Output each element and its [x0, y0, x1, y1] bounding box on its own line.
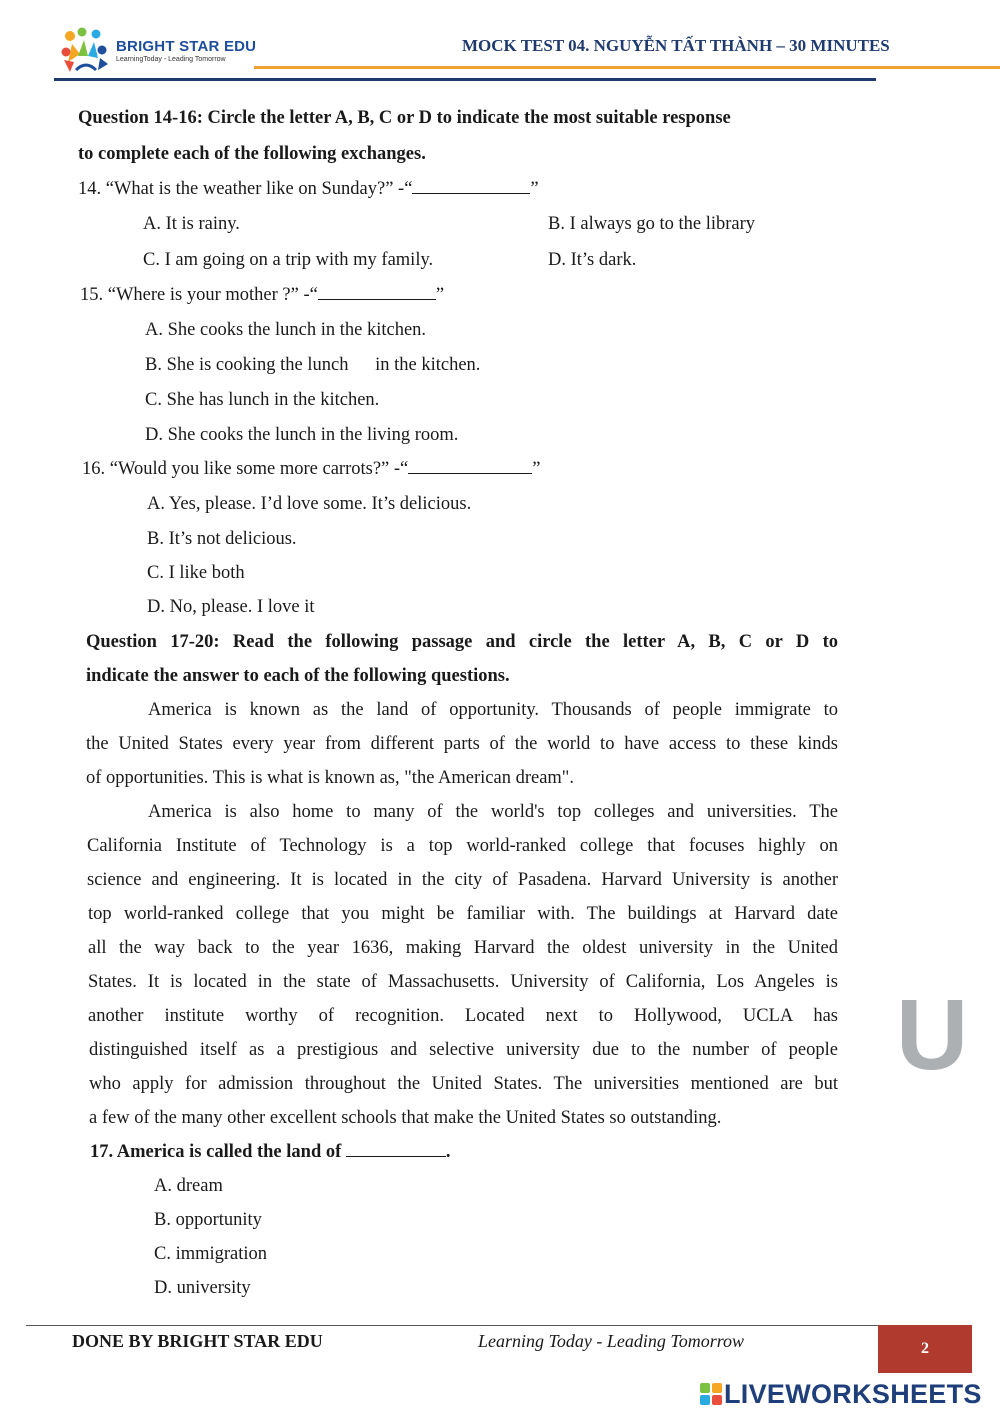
option-15-c: C. She has lunch in the kitchen. — [145, 390, 380, 410]
option-14-c: C. I am going on a trip with my family. — [143, 250, 434, 270]
question-end: . — [445, 1142, 451, 1162]
option-15-b-part2: in the kitchen. — [375, 355, 481, 375]
option-15-b-part1: B. She is cooking the lunch — [145, 355, 349, 375]
passage-line: States. It is located in the state of Massachusetts. University of California, Los Angeles is — [88, 972, 838, 992]
passage-line: who apply for admission throughout the United States. The universities mentioned are but — [89, 1074, 838, 1094]
answer-blank — [412, 177, 530, 194]
section1-heading-line1: Question 14-16: Circle the letter A, B, C or D to indicate the most suitable response — [78, 108, 731, 128]
section2-heading-line2: indicate the answer to each of the following questions. — [86, 666, 510, 686]
passage-line: all the way back to the year 1636, making Harvard the oldest university in the United — [88, 938, 838, 958]
option-17-b: B. opportunity — [154, 1210, 262, 1230]
brand-name: BRIGHT STAR EDU — [116, 38, 257, 55]
passage-line: of opportunities. This is what is known as, "the American dream". — [86, 768, 574, 788]
quote-close: ” — [435, 285, 445, 305]
passage-line: the United States every year from different parts of the world to have access to these kinds — [86, 734, 838, 754]
liveworksheets-grid-icon — [700, 1383, 722, 1405]
star-people-icon — [58, 26, 116, 78]
question-stem-text: 17. America is called the land of — [90, 1142, 342, 1162]
option-17-d: D. university — [154, 1278, 251, 1298]
passage-line: top world-ranked college that you might be familiar with. The buildings at Harvard date — [88, 904, 838, 924]
header-rule-navy — [54, 78, 876, 81]
option-16-c: C. I like both — [147, 563, 245, 583]
brand-tagline: LearningToday - Leading Tomorrow — [116, 56, 226, 63]
brand-logo — [58, 26, 258, 78]
passage-line: America is known as the land of opportunity. Thousands of people immigrate to — [148, 700, 838, 720]
answer-blank — [318, 283, 436, 300]
question-16-stem — [82, 457, 540, 481]
passage-line: distinguished itself as a prestigious and selective university due to the number of people — [89, 1040, 838, 1060]
question-stem-text: 15. “Where is your mother ?” -“ — [80, 285, 318, 305]
option-15-d: D. She cooks the lunch in the living room. — [145, 425, 459, 445]
test-title: MOCK TEST 04. NGUYỄN TẤT THÀNH – 30 MINUTES — [462, 36, 890, 55]
question-15-stem — [80, 283, 444, 307]
answer-blank — [408, 457, 532, 474]
liveworksheets-logo[interactable] — [700, 1379, 982, 1409]
option-16-d: D. No, please. I love it — [147, 597, 315, 617]
passage-line: California Institute of Technology is a top world-ranked college that focuses highly on — [87, 836, 838, 856]
option-17-c: C. immigration — [154, 1244, 268, 1264]
option-14-a: A. It is rainy. — [143, 214, 240, 234]
answer-blank — [346, 1140, 446, 1157]
question-stem-text: 16. “Would you like some more carrots?” -“ — [82, 459, 409, 479]
quote-close: ” — [530, 179, 539, 199]
option-16-b: B. It’s not delicious. — [147, 529, 297, 549]
section2-heading-line1: Question 17-20: Read the following passage and circle the letter A, B, C or D to — [86, 632, 838, 652]
footer-slogan: Learning Today - Leading Tomorrow — [478, 1331, 745, 1351]
option-14-b: B. I always go to the library — [548, 214, 756, 234]
footer-rule — [26, 1325, 972, 1326]
question-stem-text: 14. “What is the weather like on Sunday?” -“ — [78, 179, 413, 199]
question-17-stem — [90, 1140, 451, 1164]
passage-line: America is also home to many of the world's top colleges and universities. The — [148, 802, 838, 822]
header-rule-orange — [254, 66, 1000, 69]
option-17-a: A. dream — [154, 1176, 223, 1196]
option-14-d: D. It’s dark. — [548, 250, 637, 270]
passage-line: science and engineering. It is located in the city of Pasadena. Harvard University is another — [87, 870, 838, 890]
option-15-b — [145, 353, 480, 377]
passage-line: a few of the many other excellent schools that make the United States so outstanding. — [89, 1108, 722, 1128]
watermark-letter: U — [896, 979, 969, 1091]
quote-close: ” — [532, 459, 541, 479]
liveworksheets-wordmark: LIVEWORKSHEETS — [724, 1378, 982, 1409]
option-15-a: A. She cooks the lunch in the kitchen. — [145, 320, 427, 340]
footer-credit: DONE BY BRIGHT STAR EDU — [72, 1331, 323, 1351]
question-14-stem — [78, 177, 539, 201]
section1-heading-line2: to complete each of the following exchanges. — [78, 144, 426, 164]
option-16-a: A. Yes, please. I’d love some. It’s delicious. — [147, 494, 472, 514]
page-number: 2 — [878, 1325, 972, 1373]
passage-line: another institute worthy of recognition. Located next to Hollywood, UCLA has — [88, 1006, 838, 1026]
